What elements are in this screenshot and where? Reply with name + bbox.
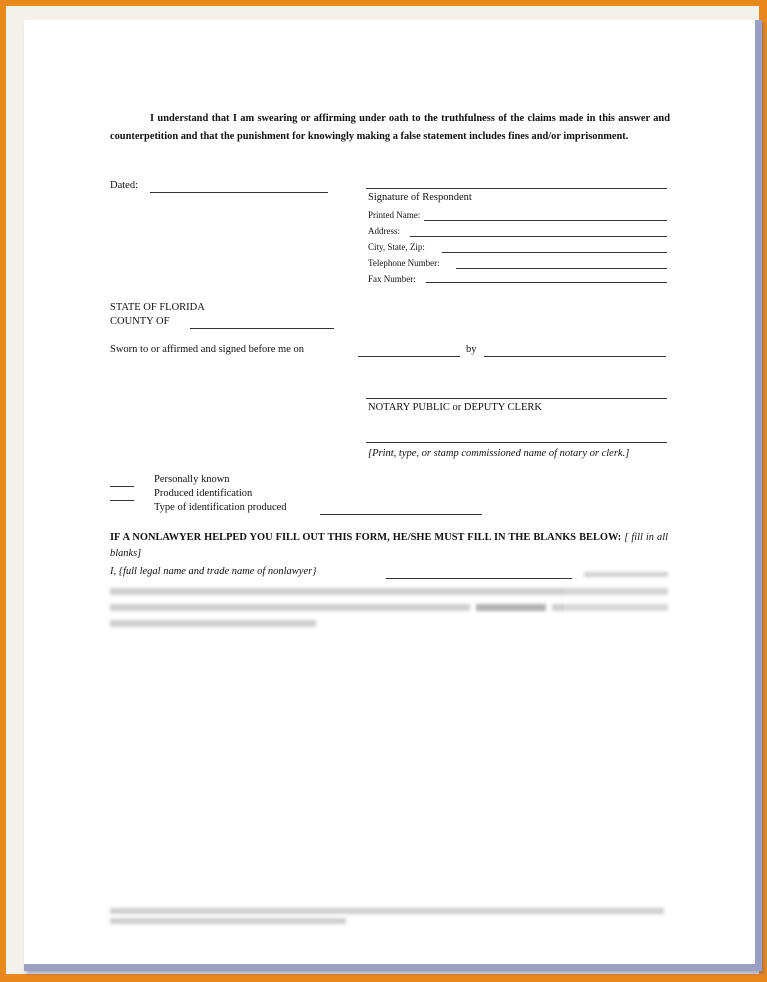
personally-known-blank xyxy=(110,486,134,487)
state-label: STATE OF FLORIDA xyxy=(110,302,205,313)
nonlawyer-heading-text: IF A NONLAWYER HELPED YOU FILL OUT THIS FORM, HE/SHE MUST FILL IN THE BLANKS BELOW: xyxy=(110,532,622,543)
notary-line xyxy=(366,398,667,399)
nonlawyer-line-label: I, {full legal name and trade name of nonlawyer} xyxy=(110,566,317,577)
city-state-zip-line xyxy=(442,252,667,253)
print-note: [Print, type, or stamp commissioned name of notary or clerk.] xyxy=(368,448,630,459)
fax-line xyxy=(426,282,667,283)
sworn-text: Sworn to or affirmed and signed before me on xyxy=(110,344,305,355)
blurred-text xyxy=(476,604,546,611)
document-page xyxy=(24,20,762,971)
produced-id-label: Produced identification xyxy=(154,488,253,499)
by-label: by xyxy=(466,344,477,355)
telephone-label: Telephone Number: xyxy=(368,258,440,268)
blurred-text xyxy=(110,604,470,611)
sworn-by-line xyxy=(484,356,666,357)
signature-title: Signature of Respondent xyxy=(368,192,472,203)
nonlawyer-note: [ fill in all blanks] xyxy=(110,532,668,559)
printed-name-label: Printed Name: xyxy=(368,210,421,220)
nonlawyer-heading xyxy=(110,530,668,562)
county-line xyxy=(190,328,334,329)
city-state-zip-label: City, State, Zip: xyxy=(368,242,425,252)
address-line xyxy=(410,236,667,237)
sworn-date-line xyxy=(358,356,460,357)
telephone-line xyxy=(456,268,667,269)
printed-name-line xyxy=(424,220,667,221)
fade-overlay xyxy=(564,568,754,648)
dated-line xyxy=(150,192,328,193)
fax-label: Fax Number: xyxy=(368,274,416,284)
blurred-footer xyxy=(110,908,664,914)
blurred-footer xyxy=(110,918,346,924)
oath-paragraph: I understand that I am swearing or affirming under oath to the truthfulness of the claims made in this answer and counterpetition and that the punishment for knowingly making a false statement includes fines and/or imprisonment. xyxy=(110,113,670,142)
personally-known-label: Personally known xyxy=(154,474,230,485)
signature-line xyxy=(366,188,667,189)
notary-label: NOTARY PUBLIC or DEPUTY CLERK xyxy=(368,402,542,413)
id-type-label: Type of identification produced xyxy=(154,502,287,513)
dated-label: Dated: xyxy=(110,180,138,191)
id-type-line xyxy=(320,514,482,515)
nonlawyer-name-line xyxy=(386,578,572,579)
address-label: Address: xyxy=(368,226,400,236)
document-frame xyxy=(6,6,759,974)
produced-id-blank xyxy=(110,500,134,501)
county-label: COUNTY OF xyxy=(110,316,170,327)
blurred-text xyxy=(110,620,316,627)
print-name-line xyxy=(366,442,667,443)
